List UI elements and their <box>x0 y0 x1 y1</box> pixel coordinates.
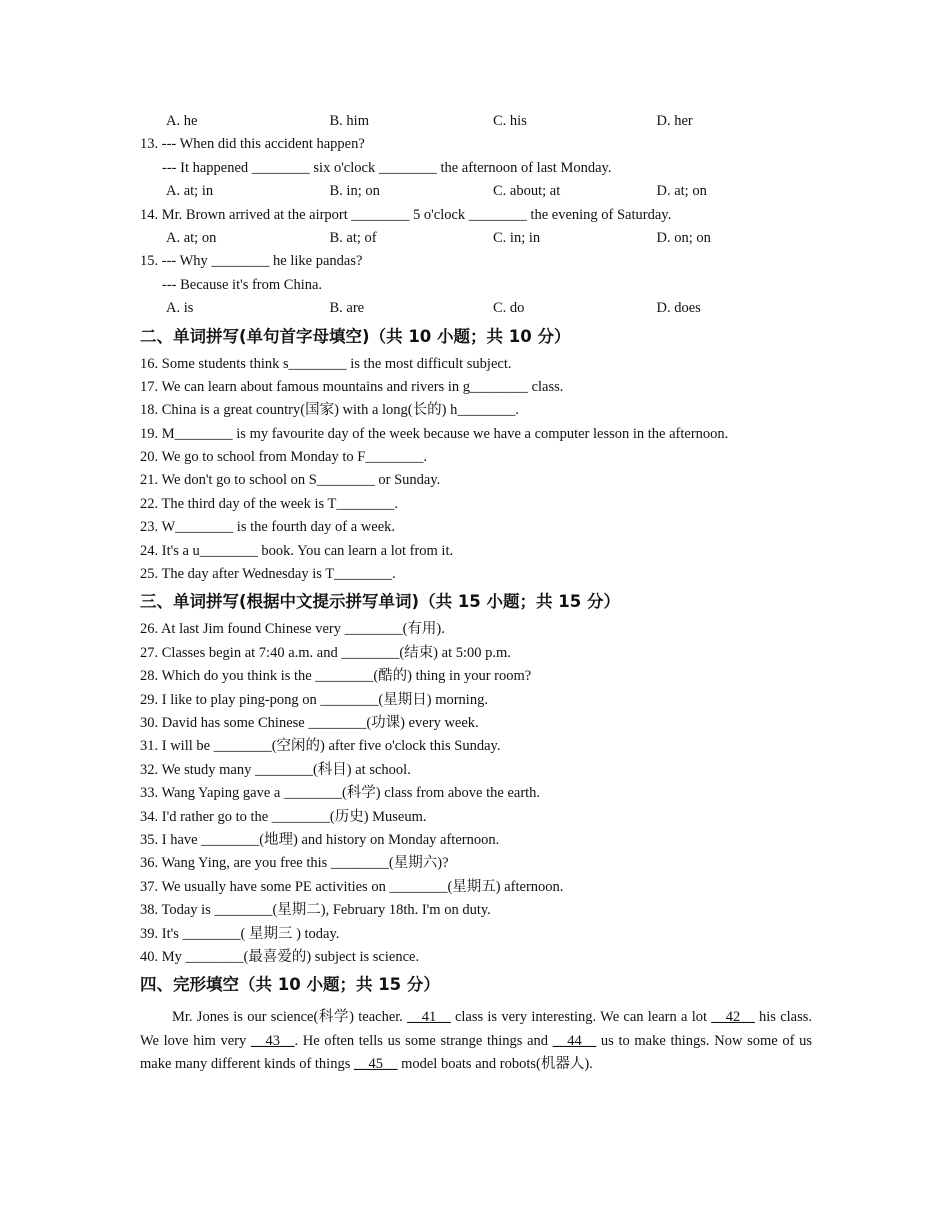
blank-45[interactable]: __45__ <box>353 1056 398 1073</box>
option-c[interactable]: C. in; in <box>493 229 541 246</box>
q14-stem: 14. Mr. Brown arrived at the airport ________ 5 o'clock ________ the evening of Saturday. <box>140 206 672 223</box>
option-c[interactable]: C. do <box>493 300 525 317</box>
passage-text: class is very interesting. We can learn a lot <box>450 1009 712 1026</box>
q13-stem: 13. --- When did this accident happen? <box>140 136 365 153</box>
q12-options <box>140 110 820 133</box>
option-d[interactable]: D. at; on <box>656 183 707 200</box>
passage-text: Mr. Jones is our science(科学) teacher. <box>172 1009 408 1026</box>
blank-42[interactable]: __42__ <box>711 1009 755 1026</box>
q15-stem: 15. --- Why ________ he like pandas? <box>140 253 363 270</box>
option-a[interactable]: A. at; on <box>166 229 217 246</box>
question-21: 21. We don't go to school on S________ or Sunday. <box>140 472 441 489</box>
question-33: 33. Wang Yaping gave a ________(科学) class from above the earth. <box>140 785 541 802</box>
question-17: 17. We can learn about famous mountains and rivers in g________ class. <box>140 378 564 395</box>
question-20: 20. We go to school from Monday to F________. <box>140 449 427 466</box>
question-32: 32. We study many ________(科目) at school. <box>140 761 411 778</box>
option-d[interactable]: D. does <box>656 300 701 317</box>
blank-44[interactable]: __44__ <box>552 1032 597 1049</box>
q14-options <box>140 227 820 250</box>
option-a[interactable]: A. at; in <box>166 183 214 200</box>
q13-options <box>140 180 820 203</box>
option-b[interactable]: B. at; of <box>329 229 377 246</box>
cloze-passage <box>140 1006 812 1076</box>
question-38: 38. Today is ________(星期二), February 18th. I'm on duty. <box>140 902 491 919</box>
option-c[interactable]: C. about; at <box>493 183 561 200</box>
question-27: 27. Classes begin at 7:40 a.m. and ________(结束) at 5:00 p.m. <box>140 644 511 661</box>
question-19: 19. M________ is my favourite day of the week because we have a computer lesson in the afternoon. <box>140 425 729 442</box>
question-30: 30. David has some Chinese ________(功课) every week. <box>140 714 479 731</box>
q15-options <box>140 297 820 320</box>
question-26: 26. At last Jim found Chinese very ________(有用). <box>140 621 445 638</box>
blank-41[interactable]: __41__ <box>407 1009 451 1026</box>
section2-heading: 二、单词拼写(单句首字母填空)（共 10 小题；共 10 分） <box>140 326 571 346</box>
question-18: 18. China is a great country(国家) with a long(长的) h________. <box>140 402 519 419</box>
question-16: 16. Some students think s________ is the most difficult subject. <box>140 355 512 372</box>
section4-heading: 四、完形填空（共 10 小题；共 15 分） <box>140 975 440 995</box>
option-d[interactable]: D. on; on <box>656 229 711 246</box>
section3-list <box>140 618 820 969</box>
option-b[interactable]: B. are <box>329 300 365 317</box>
section3-heading: 三、单词拼写(根据中文提示拼写单词)（共 15 小题；共 15 分） <box>140 592 620 612</box>
option-c[interactable]: C. his <box>493 113 527 129</box>
question-29: 29. I like to play ping-pong on ________(星期日) morning. <box>140 691 488 708</box>
question-23: 23. W________ is the fourth day of a week. <box>140 519 396 536</box>
question-28: 28. Which do you think is the ________(酷的) thing in your room? <box>140 668 532 685</box>
option-b[interactable]: B. in; on <box>329 183 380 200</box>
question-25: 25. The day after Wednesday is T________. <box>140 566 396 583</box>
question-35: 35. I have ________(地理) and history on Monday afternoon. <box>140 831 500 848</box>
question-24: 24. It's a u________ book. You can learn a lot from it. <box>140 542 454 559</box>
section2-list <box>140 353 820 587</box>
question-34: 34. I'd rather go to the ________(历史) Museum. <box>140 808 427 825</box>
option-b[interactable]: B. him <box>329 113 369 129</box>
option-d[interactable]: D. her <box>656 113 693 129</box>
passage-text: us to make things. Now some of us make many different kinds of things <box>140 1032 812 1073</box>
exam-page <box>140 110 820 1091</box>
question-40: 40. My ________(最喜爱的) subject is science. <box>140 948 420 965</box>
option-a[interactable]: A. is <box>166 300 194 317</box>
passage-text: . He often tells us some strange things and <box>294 1032 553 1049</box>
passage-text: his class. We love him very <box>140 1009 813 1049</box>
blank-43[interactable]: __43__ <box>250 1032 295 1049</box>
q13-line2: --- It happened ________ six o'clock ________ the afternoon of last Monday. <box>162 159 612 176</box>
question-31: 31. I will be ________(空闲的) after five o'clock this Sunday. <box>140 738 501 755</box>
option-a[interactable]: A. he <box>166 113 198 129</box>
question-22: 22. The third day of the week is T________. <box>140 495 399 512</box>
question-37: 37. We usually have some PE activities on ________(星期五) afternoon. <box>140 878 564 895</box>
passage-text: model boats and robots(机器人). <box>397 1056 593 1073</box>
q15-line2: --- Because it's from China. <box>162 276 323 293</box>
question-36: 36. Wang Ying, are you free this ________(星期六)? <box>140 855 449 872</box>
question-39: 39. It's ________( 星期三 ) today. <box>140 925 340 942</box>
